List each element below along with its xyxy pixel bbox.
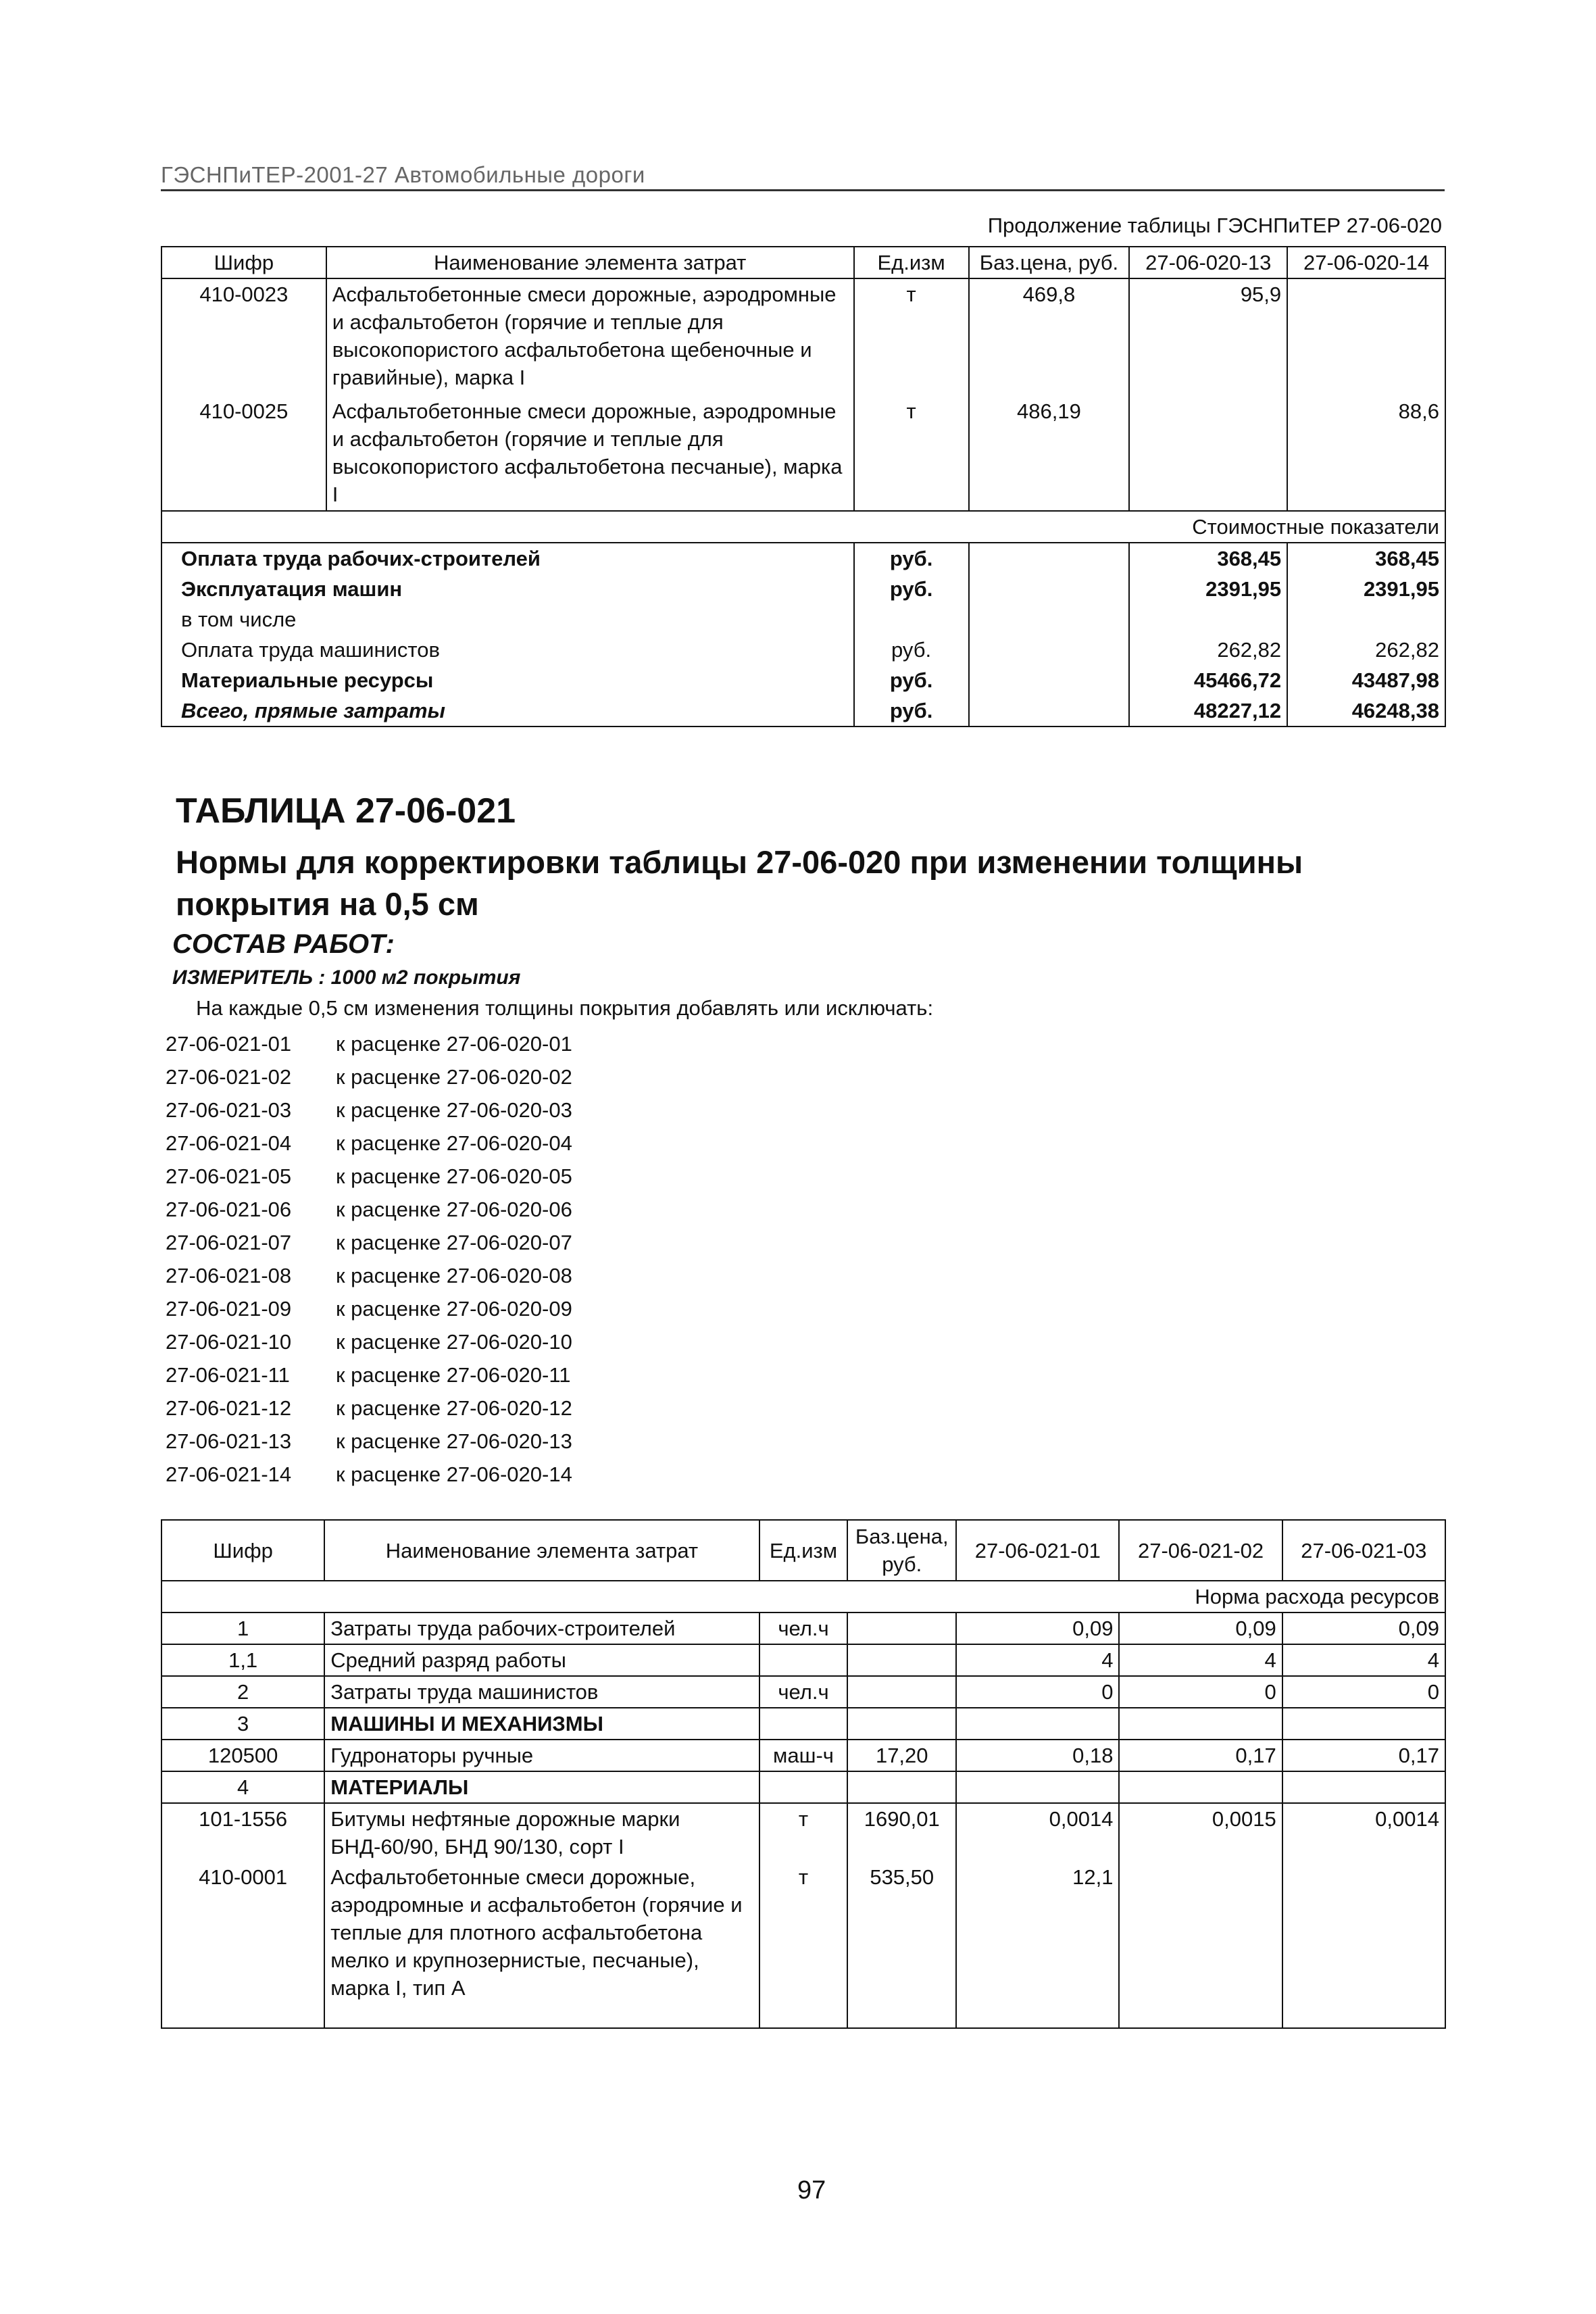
row-name: Затраты труда машинистов <box>324 1676 759 1708</box>
cost-price-empty <box>969 604 1130 635</box>
list-item <box>166 1060 572 1093</box>
row-name: МАТЕРИАЛЫ <box>324 1771 759 1803</box>
row-value-03: 0,09 <box>1282 1613 1445 1644</box>
cost-row <box>161 635 1445 665</box>
row-value-01: 0,0014 <box>956 1803 1119 1862</box>
row-value-03: 0 <box>1282 1676 1445 1708</box>
cost-value-14: 43487,98 <box>1287 665 1445 695</box>
cost-name: Оплата труда рабочих-строителей <box>161 543 854 574</box>
row-unit: т <box>759 1803 848 1862</box>
row-value-02: 0,17 <box>1119 1740 1282 1771</box>
row-value-01: 12,1 <box>956 1862 1119 2028</box>
mapping-code: 27-06-021-07 <box>166 1231 292 1254</box>
mapping-ref: к расценке 27-06-020-01 <box>336 1032 572 1056</box>
mapping-ref: к расценке 27-06-020-05 <box>336 1164 572 1188</box>
table-row <box>161 1613 1445 1644</box>
continuation-label: Продолжение таблицы ГЭСНПиТЕР 27-06-020 <box>987 214 1442 237</box>
row-price: 486,19 <box>969 396 1130 511</box>
row-value-02: 4 <box>1119 1644 1282 1676</box>
row-value-03: 0,0014 <box>1282 1803 1445 1862</box>
header-unit: Ед.изм <box>759 1520 848 1581</box>
row-value-01: 0,18 <box>956 1740 1119 1771</box>
work-composition-heading: СОСТАВ РАБОТ: <box>172 929 395 959</box>
mapping-ref: к расценке 27-06-020-06 <box>336 1198 572 1221</box>
row-code: 410-0025 <box>161 396 326 511</box>
cost-value-13: 48227,12 <box>1129 695 1287 727</box>
mapping-code: 27-06-021-09 <box>166 1297 292 1321</box>
mapping-code: 27-06-021-02 <box>166 1065 292 1089</box>
cost-value-13: 2391,95 <box>1129 574 1287 604</box>
mapping-ref: к расценке 27-06-020-03 <box>336 1098 572 1122</box>
cost-value-13: 368,45 <box>1129 543 1287 574</box>
mapping-code: 27-06-021-13 <box>166 1429 292 1453</box>
row-value-02 <box>1119 1708 1282 1740</box>
cost-name: Эксплуатация машин <box>161 574 854 604</box>
list-item <box>166 1259 572 1292</box>
table-header-row <box>161 247 1445 278</box>
row-value-01: 0,09 <box>956 1613 1119 1644</box>
mapping-ref: к расценке 27-06-020-04 <box>336 1131 572 1155</box>
row-code: 1 <box>161 1613 324 1644</box>
list-item <box>166 1027 572 1060</box>
header-price: Баз.цена, руб. <box>847 1520 956 1581</box>
mapping-ref: к расценке 27-06-020-14 <box>336 1462 572 1486</box>
table-header-row <box>161 1520 1445 1581</box>
table-row <box>161 1803 1445 1862</box>
cost-value-14: 262,82 <box>1287 635 1445 665</box>
table-row <box>161 1862 1445 2028</box>
header-name: Наименование элемента затрат <box>326 247 854 278</box>
row-value-14: 88,6 <box>1287 396 1445 511</box>
cost-unit: руб. <box>854 574 969 604</box>
mapping-code: 27-06-021-04 <box>166 1131 292 1155</box>
row-value-13 <box>1129 396 1287 511</box>
cost-value-13: 45466,72 <box>1129 665 1287 695</box>
mapping-code: 27-06-021-05 <box>166 1164 292 1188</box>
adjustment-note: На каждые 0,5 см изменения толщины покрытия добавлять или исключать: <box>196 996 934 1020</box>
row-value-01 <box>956 1708 1119 1740</box>
row-value-02: 0,09 <box>1119 1613 1282 1644</box>
list-item <box>166 1458 572 1491</box>
row-price: 1690,01 <box>847 1803 956 1862</box>
mapping-ref: к расценке 27-06-020-10 <box>336 1330 572 1354</box>
cost-value-14 <box>1287 604 1445 635</box>
row-name: Битумы нефтяные дорожные марки БНД-60/90, БНД 90/130, сорт I <box>324 1803 759 1862</box>
list-item <box>166 1292 572 1325</box>
row-value-02 <box>1119 1862 1282 2028</box>
row-price: 469,8 <box>969 278 1130 396</box>
cost-value-13 <box>1129 604 1287 635</box>
row-value-03 <box>1282 1862 1445 2028</box>
row-code: 120500 <box>161 1740 324 1771</box>
header-col-02: 27-06-021-02 <box>1119 1520 1282 1581</box>
cost-row-total <box>161 695 1445 727</box>
row-value-02: 0 <box>1119 1676 1282 1708</box>
mapping-code: 27-06-021-12 <box>166 1396 292 1420</box>
page-header: ГЭСНПиТЕР-2001-27 Автомобильные дороги <box>161 162 1445 191</box>
header-name: Наименование элемента затрат <box>324 1520 759 1581</box>
row-code: 3 <box>161 1708 324 1740</box>
table-27-06-020-continuation <box>161 246 1446 727</box>
table-title: ТАБЛИЦА 27-06-021 <box>176 791 516 831</box>
row-value-02 <box>1119 1771 1282 1803</box>
row-unit: чел.ч <box>759 1676 848 1708</box>
header-code: Шифр <box>161 247 326 278</box>
cost-value-14: 46248,38 <box>1287 695 1445 727</box>
cost-price-empty <box>969 635 1130 665</box>
mapping-code: 27-06-021-10 <box>166 1330 292 1354</box>
row-unit: т <box>854 396 969 511</box>
mapping-ref: к расценке 27-06-020-13 <box>336 1429 572 1453</box>
cost-name: Всего, прямые затраты <box>161 695 854 727</box>
row-unit: маш-ч <box>759 1740 848 1771</box>
cost-value-13: 262,82 <box>1129 635 1287 665</box>
page-number: 97 <box>797 2176 826 2205</box>
row-price <box>847 1644 956 1676</box>
cost-price-empty <box>969 695 1130 727</box>
row-unit <box>759 1708 848 1740</box>
cost-unit: руб. <box>854 665 969 695</box>
cost-unit <box>854 604 969 635</box>
cost-name: Оплата труда машинистов <box>161 635 854 665</box>
cost-value-14: 2391,95 <box>1287 574 1445 604</box>
measurement-unit: ИЗМЕРИТЕЛЬ : 1000 м2 покрытия <box>172 966 521 989</box>
row-code: 1,1 <box>161 1644 324 1676</box>
list-item <box>166 1425 572 1458</box>
row-value-02: 0,0015 <box>1119 1803 1282 1862</box>
cost-row <box>161 574 1445 604</box>
row-code: 410-0023 <box>161 278 326 396</box>
row-name: Асфальтобетонные смеси дорожные, аэродромные и асфальтобетон (горячие и теплые для высокопористого асфальтобетона песчаные), марка I <box>326 396 854 511</box>
section-row <box>161 1708 1445 1740</box>
mapping-ref: к расценке 27-06-020-09 <box>336 1297 572 1321</box>
norm-label-row <box>161 1581 1445 1613</box>
mapping-ref: к расценке 27-06-020-08 <box>336 1264 572 1287</box>
table-row <box>161 1740 1445 1771</box>
section-row <box>161 1771 1445 1803</box>
list-item <box>166 1193 572 1226</box>
rate-mapping-list <box>166 1027 572 1491</box>
cost-price-empty <box>969 574 1130 604</box>
row-code: 4 <box>161 1771 324 1803</box>
header-col-03: 27-06-021-03 <box>1282 1520 1445 1581</box>
cost-price-empty <box>969 665 1130 695</box>
row-unit: т <box>759 1862 848 2028</box>
header-col-14: 27-06-020-14 <box>1287 247 1445 278</box>
mapping-code: 27-06-021-08 <box>166 1264 292 1287</box>
cost-unit: руб. <box>854 543 969 574</box>
table-row <box>161 396 1445 511</box>
row-value-03: 4 <box>1282 1644 1445 1676</box>
row-price: 17,20 <box>847 1740 956 1771</box>
row-value-01 <box>956 1771 1119 1803</box>
row-value-13: 95,9 <box>1129 278 1287 396</box>
cost-value-14: 368,45 <box>1287 543 1445 574</box>
list-item <box>166 1358 572 1392</box>
row-price <box>847 1708 956 1740</box>
mapping-ref: к расценке 27-06-020-07 <box>336 1231 572 1254</box>
row-value-03 <box>1282 1771 1445 1803</box>
header-price: Баз.цена, руб. <box>969 247 1130 278</box>
row-unit <box>759 1644 848 1676</box>
list-item <box>166 1160 572 1193</box>
norm-label: Норма расхода ресурсов <box>161 1581 1445 1613</box>
row-name: Гудронаторы ручные <box>324 1740 759 1771</box>
cost-row <box>161 665 1445 695</box>
cost-row <box>161 604 1445 635</box>
mapping-code: 27-06-021-03 <box>166 1098 292 1122</box>
list-item <box>166 1226 572 1259</box>
row-unit <box>759 1771 848 1803</box>
list-item <box>166 1093 572 1127</box>
list-item <box>166 1392 572 1425</box>
row-code: 101-1556 <box>161 1803 324 1862</box>
mapping-code: 27-06-021-14 <box>166 1462 292 1486</box>
row-price <box>847 1771 956 1803</box>
list-item <box>166 1127 572 1160</box>
mapping-ref: к расценке 27-06-020-02 <box>336 1065 572 1089</box>
table-27-06-021 <box>161 1519 1446 2029</box>
cost-unit: руб. <box>854 635 969 665</box>
mapping-ref: к расценке 27-06-020-12 <box>336 1396 572 1420</box>
cost-name: Материальные ресурсы <box>161 665 854 695</box>
table-subtitle: Нормы для корректировки таблицы 27-06-020 при изменении толщины покрытия на 0,5 см <box>176 844 1303 922</box>
mapping-ref: к расценке 27-06-020-11 <box>336 1363 571 1387</box>
row-name: Асфальтобетонные смеси дорожные, аэродромные и асфальтобетон (горячие и теплые для высокопористого асфальтобетона щебеночные и гравийные), марка I <box>326 278 854 396</box>
header-unit: Ед.изм <box>854 247 969 278</box>
row-value-03 <box>1282 1708 1445 1740</box>
row-unit: т <box>854 278 969 396</box>
row-unit: чел.ч <box>759 1613 848 1644</box>
row-code: 410-0001 <box>161 1862 324 2028</box>
cost-indicators-label: Стоимостные показатели <box>161 511 1445 543</box>
table-row <box>161 278 1445 396</box>
row-price <box>847 1676 956 1708</box>
row-price: 535,50 <box>847 1862 956 2028</box>
header-col-01: 27-06-021-01 <box>956 1520 1119 1581</box>
mapping-code: 27-06-021-11 <box>166 1363 290 1387</box>
cost-name: в том числе <box>161 604 854 635</box>
cost-row <box>161 543 1445 574</box>
row-name: МАШИНЫ И МЕХАНИЗМЫ <box>324 1708 759 1740</box>
list-item <box>166 1325 572 1358</box>
row-value-14 <box>1287 278 1445 396</box>
row-value-03: 0,17 <box>1282 1740 1445 1771</box>
row-name: Затраты труда рабочих-строителей <box>324 1613 759 1644</box>
header-col-13: 27-06-020-13 <box>1129 247 1287 278</box>
cost-label-row <box>161 511 1445 543</box>
table-row <box>161 1676 1445 1708</box>
mapping-code: 27-06-021-06 <box>166 1198 292 1221</box>
row-name: Средний разряд работы <box>324 1644 759 1676</box>
row-code: 2 <box>161 1676 324 1708</box>
mapping-code: 27-06-021-01 <box>166 1032 292 1056</box>
row-value-01: 0 <box>956 1676 1119 1708</box>
row-name: Асфальтобетонные смеси дорожные, аэродромные и асфальтобетон (горячие и теплые для плотного асфальтобетона мелко и крупнозернистые, песчаные), марка I, тип А <box>324 1862 759 2028</box>
row-price <box>847 1613 956 1644</box>
table-row <box>161 1644 1445 1676</box>
header-code: Шифр <box>161 1520 324 1581</box>
row-value-01: 4 <box>956 1644 1119 1676</box>
cost-price-empty <box>969 543 1130 574</box>
cost-unit: руб. <box>854 695 969 727</box>
